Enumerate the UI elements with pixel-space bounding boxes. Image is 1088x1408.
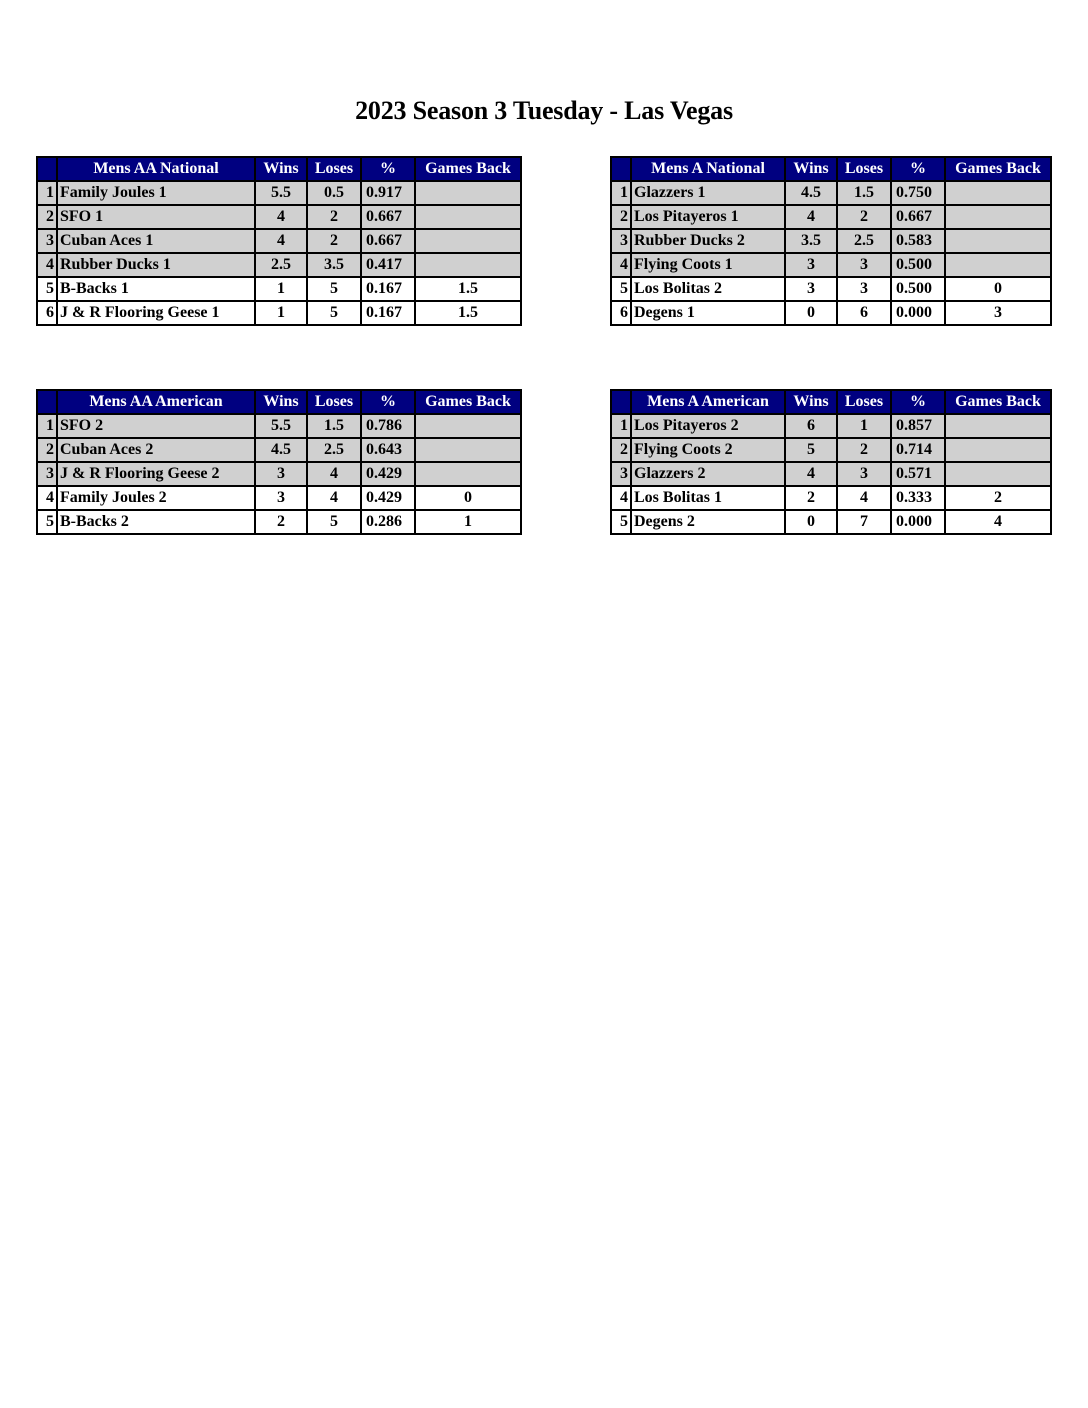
- rank-cell: 4: [37, 486, 57, 510]
- wins-cell: 0: [785, 301, 837, 325]
- team-name-cell: Degens 2: [631, 510, 785, 534]
- wins-cell: 6: [785, 414, 837, 438]
- pct-header: %: [361, 157, 415, 181]
- pct-cell: 0.643: [361, 438, 415, 462]
- team-name-cell: Los Pitayeros 1: [631, 205, 785, 229]
- division-header: Mens AA American: [57, 390, 255, 414]
- table-row: [37, 181, 521, 205]
- table-row: [37, 510, 521, 534]
- pct-cell: 0.714: [891, 438, 945, 462]
- team-name-cell: Rubber Ducks 1: [57, 253, 255, 277]
- pct-cell: 0.000: [891, 510, 945, 534]
- games-back-cell: [415, 181, 521, 205]
- loses-cell: 2: [307, 229, 361, 253]
- team-name-cell: Glazzers 1: [631, 181, 785, 205]
- rank-cell: 4: [611, 253, 631, 277]
- pct-cell: 0.417: [361, 253, 415, 277]
- standings-table-mens-a-american: [610, 389, 1052, 535]
- wins-cell: 5.5: [255, 414, 307, 438]
- table-row: [611, 486, 1051, 510]
- rank-cell: 6: [611, 301, 631, 325]
- pct-cell: 0.667: [361, 205, 415, 229]
- team-name-cell: Glazzers 2: [631, 462, 785, 486]
- loses-cell: 5: [307, 301, 361, 325]
- table-row: [37, 438, 521, 462]
- rank-header: [37, 157, 57, 181]
- team-name-cell: B-Backs 1: [57, 277, 255, 301]
- loses-cell: 4: [837, 486, 891, 510]
- rank-cell: 4: [611, 486, 631, 510]
- loses-cell: 3: [837, 462, 891, 486]
- wins-cell: 0: [785, 510, 837, 534]
- rank-cell: 1: [37, 181, 57, 205]
- pct-cell: 0.786: [361, 414, 415, 438]
- table-row: [611, 205, 1051, 229]
- games-back-cell: 1.5: [415, 301, 521, 325]
- games-back-cell: [415, 462, 521, 486]
- rank-cell: 5: [611, 510, 631, 534]
- team-name-cell: SFO 2: [57, 414, 255, 438]
- wins-cell: 3.5: [785, 229, 837, 253]
- wins-cell: 4: [255, 229, 307, 253]
- loses-header: Loses: [837, 157, 891, 181]
- rank-header: [37, 390, 57, 414]
- table-header-row: [611, 390, 1051, 414]
- pct-cell: 0.286: [361, 510, 415, 534]
- pct-header: %: [891, 157, 945, 181]
- table-row: [611, 438, 1051, 462]
- wins-cell: 5: [785, 438, 837, 462]
- rank-header: [611, 390, 631, 414]
- games-back-cell: [945, 205, 1051, 229]
- pct-cell: 0.000: [891, 301, 945, 325]
- pct-cell: 0.750: [891, 181, 945, 205]
- loses-cell: 3: [837, 253, 891, 277]
- loses-cell: 2: [837, 205, 891, 229]
- games-back-cell: 0: [945, 277, 1051, 301]
- table-row: [37, 229, 521, 253]
- rank-cell: 2: [37, 438, 57, 462]
- games-back-cell: [945, 462, 1051, 486]
- games-back-cell: 1.5: [415, 277, 521, 301]
- wins-cell: 3: [255, 486, 307, 510]
- pct-cell: 0.571: [891, 462, 945, 486]
- wins-cell: 2: [785, 486, 837, 510]
- pct-cell: 0.667: [891, 205, 945, 229]
- wins-cell: 4.5: [255, 438, 307, 462]
- loses-cell: 2: [307, 205, 361, 229]
- loses-cell: 5: [307, 277, 361, 301]
- loses-cell: 1.5: [837, 181, 891, 205]
- wins-cell: 1: [255, 277, 307, 301]
- rank-header: [611, 157, 631, 181]
- pct-header: %: [361, 390, 415, 414]
- loses-cell: 1.5: [307, 414, 361, 438]
- pct-cell: 0.583: [891, 229, 945, 253]
- division-header: Mens A National: [631, 157, 785, 181]
- loses-cell: 2.5: [307, 438, 361, 462]
- pct-cell: 0.667: [361, 229, 415, 253]
- wins-header: Wins: [255, 157, 307, 181]
- games-back-cell: [945, 438, 1051, 462]
- rank-cell: 6: [37, 301, 57, 325]
- wins-cell: 4: [785, 205, 837, 229]
- rank-cell: 5: [611, 277, 631, 301]
- table-header-row: [611, 157, 1051, 181]
- team-name-cell: B-Backs 2: [57, 510, 255, 534]
- loses-header: Loses: [307, 390, 361, 414]
- rank-cell: 4: [37, 253, 57, 277]
- loses-cell: 3: [837, 277, 891, 301]
- team-name-cell: Cuban Aces 2: [57, 438, 255, 462]
- team-name-cell: J & R Flooring Geese 2: [57, 462, 255, 486]
- table-row: [611, 229, 1051, 253]
- games-back-cell: [415, 438, 521, 462]
- loses-cell: 4: [307, 486, 361, 510]
- team-name-cell: Los Bolitas 2: [631, 277, 785, 301]
- games-back-header: Games Back: [415, 390, 521, 414]
- rank-cell: 5: [37, 277, 57, 301]
- wins-cell: 4: [785, 462, 837, 486]
- team-name-cell: Family Joules 2: [57, 486, 255, 510]
- loses-cell: 5: [307, 510, 361, 534]
- loses-header: Loses: [837, 390, 891, 414]
- pct-cell: 0.500: [891, 277, 945, 301]
- rank-cell: 2: [611, 438, 631, 462]
- wins-header: Wins: [785, 390, 837, 414]
- pct-cell: 0.500: [891, 253, 945, 277]
- standings-table-mens-aa-american: [36, 389, 522, 535]
- pct-cell: 0.857: [891, 414, 945, 438]
- table-row: [611, 253, 1051, 277]
- games-back-cell: 4: [945, 510, 1051, 534]
- games-back-cell: 1: [415, 510, 521, 534]
- games-back-cell: [945, 414, 1051, 438]
- games-back-cell: [415, 229, 521, 253]
- wins-cell: 2.5: [255, 253, 307, 277]
- team-name-cell: Cuban Aces 1: [57, 229, 255, 253]
- games-back-header: Games Back: [945, 157, 1051, 181]
- team-name-cell: SFO 1: [57, 205, 255, 229]
- loses-header: Loses: [307, 157, 361, 181]
- table-row: [611, 301, 1051, 325]
- team-name-cell: Rubber Ducks 2: [631, 229, 785, 253]
- team-name-cell: Degens 1: [631, 301, 785, 325]
- rank-cell: 3: [37, 229, 57, 253]
- table-row: [37, 253, 521, 277]
- wins-cell: 1: [255, 301, 307, 325]
- wins-cell: 3: [785, 253, 837, 277]
- table-row: [37, 414, 521, 438]
- standings-table-mens-a-national: [610, 156, 1052, 326]
- team-name-cell: Los Bolitas 1: [631, 486, 785, 510]
- pct-cell: 0.167: [361, 301, 415, 325]
- wins-header: Wins: [785, 157, 837, 181]
- games-back-cell: [945, 253, 1051, 277]
- loses-cell: 2.5: [837, 229, 891, 253]
- table-row: [611, 414, 1051, 438]
- loses-cell: 6: [837, 301, 891, 325]
- rank-cell: 3: [37, 462, 57, 486]
- table-header-row: [37, 157, 521, 181]
- games-back-header: Games Back: [945, 390, 1051, 414]
- games-back-cell: 0: [415, 486, 521, 510]
- table-row: [37, 301, 521, 325]
- wins-cell: 4.5: [785, 181, 837, 205]
- rank-cell: 3: [611, 462, 631, 486]
- pct-header: %: [891, 390, 945, 414]
- standings-table-mens-aa-national: [36, 156, 522, 326]
- games-back-cell: [415, 414, 521, 438]
- wins-cell: 3: [255, 462, 307, 486]
- pct-cell: 0.333: [891, 486, 945, 510]
- team-name-cell: Los Pitayeros 2: [631, 414, 785, 438]
- games-back-cell: 2: [945, 486, 1051, 510]
- table-row: [37, 462, 521, 486]
- rank-cell: 1: [37, 414, 57, 438]
- team-name-cell: Flying Coots 2: [631, 438, 785, 462]
- division-header: Mens AA National: [57, 157, 255, 181]
- team-name-cell: J & R Flooring Geese 1: [57, 301, 255, 325]
- loses-cell: 0.5: [307, 181, 361, 205]
- loses-cell: 7: [837, 510, 891, 534]
- division-header: Mens A American: [631, 390, 785, 414]
- table-row: [611, 277, 1051, 301]
- pct-cell: 0.429: [361, 462, 415, 486]
- pct-cell: 0.429: [361, 486, 415, 510]
- wins-cell: 4: [255, 205, 307, 229]
- team-name-cell: Family Joules 1: [57, 181, 255, 205]
- pct-cell: 0.167: [361, 277, 415, 301]
- table-row: [611, 510, 1051, 534]
- rank-cell: 5: [37, 510, 57, 534]
- games-back-cell: [945, 229, 1051, 253]
- rank-cell: 1: [611, 414, 631, 438]
- table-row: [611, 462, 1051, 486]
- wins-header: Wins: [255, 390, 307, 414]
- games-back-cell: [415, 205, 521, 229]
- table-row: [37, 277, 521, 301]
- team-name-cell: Flying Coots 1: [631, 253, 785, 277]
- loses-cell: 2: [837, 438, 891, 462]
- loses-cell: 4: [307, 462, 361, 486]
- table-row: [37, 486, 521, 510]
- loses-cell: 3.5: [307, 253, 361, 277]
- table-header-row: [37, 390, 521, 414]
- wins-cell: 5.5: [255, 181, 307, 205]
- rank-cell: 2: [611, 205, 631, 229]
- rank-cell: 2: [37, 205, 57, 229]
- wins-cell: 2: [255, 510, 307, 534]
- pct-cell: 0.917: [361, 181, 415, 205]
- loses-cell: 1: [837, 414, 891, 438]
- wins-cell: 3: [785, 277, 837, 301]
- games-back-cell: [945, 181, 1051, 205]
- rank-cell: 1: [611, 181, 631, 205]
- rank-cell: 3: [611, 229, 631, 253]
- table-row: [611, 181, 1051, 205]
- games-back-cell: [415, 253, 521, 277]
- page-title: 2023 Season 3 Tuesday - Las Vegas: [355, 96, 733, 125]
- games-back-header: Games Back: [415, 157, 521, 181]
- table-row: [37, 205, 521, 229]
- games-back-cell: 3: [945, 301, 1051, 325]
